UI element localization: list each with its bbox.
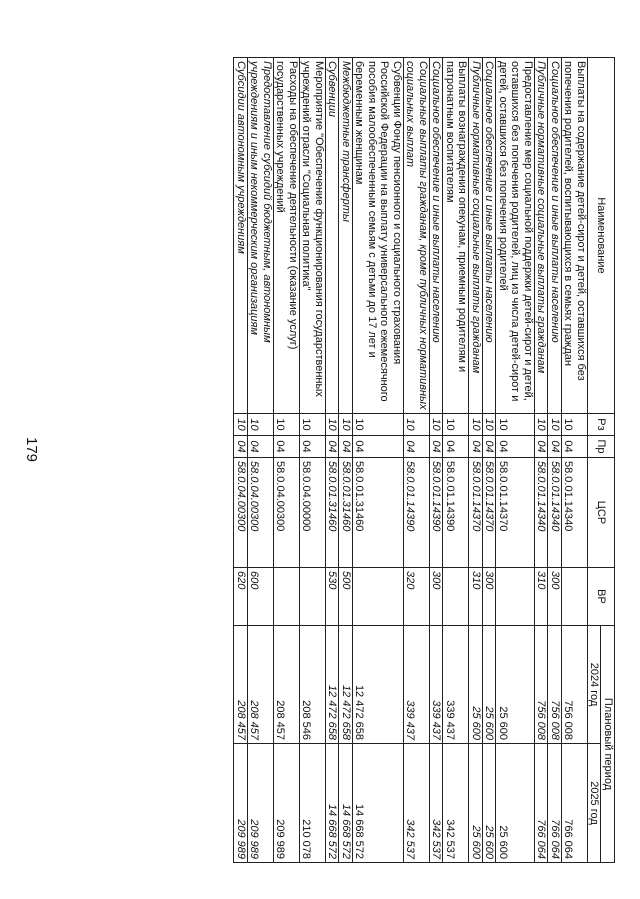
- cell-name: Выплаты вознаграждения опекунам, приемным родителям и патронатным воспитателям: [443, 58, 469, 414]
- cell-vr: 620: [234, 568, 248, 626]
- cell-csr: 58.0.01.14370: [469, 458, 483, 568]
- cell-pr: 04: [496, 436, 535, 458]
- table-row: [339, 58, 353, 863]
- cell-rz: 10: [548, 414, 562, 436]
- header-vr: ВР: [588, 568, 615, 626]
- cell-name: Предоставление мер социальной поддержки детей-сирот и детей, оставшихся без попечения родителей, лиц из числа детей-сирот и детей, оставшихся без попечения родителей: [496, 58, 535, 414]
- cell-pr: 04: [353, 436, 404, 458]
- cell-vr: 300: [430, 568, 444, 626]
- cell-name: Субсидии автономным учреждениям: [234, 58, 248, 414]
- cell-y2024: 756 008: [562, 626, 588, 744]
- cell-y2024: 25 600: [469, 626, 483, 744]
- cell-pr: 04: [274, 436, 300, 458]
- cell-y2024: 208 546: [300, 626, 326, 744]
- cell-y2025: 209 989: [234, 744, 248, 863]
- cell-csr: 58.0.04.00300: [248, 458, 274, 568]
- cell-rz: 10: [326, 414, 340, 436]
- header-name: Наименование: [588, 58, 615, 414]
- table-row: [326, 58, 340, 863]
- cell-y2025: 342 537: [430, 744, 444, 863]
- cell-pr: 04: [548, 436, 562, 458]
- cell-y2024: 208 457: [248, 626, 274, 744]
- cell-y2024: 339 437: [404, 626, 430, 744]
- table-row: [548, 58, 562, 863]
- cell-rz: 10: [353, 414, 404, 436]
- cell-name: Межбюджетные трансферты: [339, 58, 353, 414]
- cell-name: Социальное обеспечение и иные выплаты населению: [430, 58, 444, 414]
- cell-name: Социальное обеспечение и иные выплаты населению: [548, 58, 562, 414]
- cell-y2025: 342 537: [404, 744, 430, 863]
- cell-csr: 58.0.01.14340: [562, 458, 588, 568]
- cell-vr: 500: [339, 568, 353, 626]
- cell-y2024: 12 472 658: [326, 626, 340, 744]
- table-row: [496, 58, 535, 863]
- cell-y2025: 14 668 572: [326, 744, 340, 863]
- cell-vr: 320: [404, 568, 430, 626]
- budget-table: [234, 57, 616, 863]
- cell-vr: [562, 568, 588, 626]
- cell-csr: 58.0.01.31460: [353, 458, 404, 568]
- cell-y2025: 210 078: [300, 744, 326, 863]
- cell-y2024: 208 457: [274, 626, 300, 744]
- table-row: [483, 58, 497, 863]
- cell-y2025: 25 600: [483, 744, 497, 863]
- cell-name: Предоставление субсидий бюджетным, автономным учреждениям и иным некоммерческим организациям: [248, 58, 274, 414]
- cell-vr: 300: [548, 568, 562, 626]
- table-row: [300, 58, 326, 863]
- table-row: [353, 58, 404, 863]
- cell-pr: 04: [535, 436, 549, 458]
- page-number: 179: [23, 437, 40, 463]
- cell-csr: 58.0.01.14370: [483, 458, 497, 568]
- cell-vr: [353, 568, 404, 626]
- cell-rz: 10: [404, 414, 430, 436]
- header-2024: 2024 год: [588, 626, 602, 744]
- cell-y2025: 25 600: [496, 744, 535, 863]
- cell-rz: 10: [274, 414, 300, 436]
- cell-y2024: 25 600: [483, 626, 497, 744]
- cell-name: Субвенции Фонду пенсионного и социального страхования Российской Федерации на выплату универсального ежемесячного пособия малообеспеченным семьям с детьми до 17 лет и беременным женщинам: [353, 58, 404, 414]
- cell-rz: 10: [562, 414, 588, 436]
- cell-y2025: 342 537: [443, 744, 469, 863]
- cell-csr: 58.0.04.00000: [300, 458, 326, 568]
- cell-y2025: 25 600: [469, 744, 483, 863]
- table-row: [469, 58, 483, 863]
- cell-vr: 600: [248, 568, 274, 626]
- cell-vr: [496, 568, 535, 626]
- cell-y2024: 756 008: [535, 626, 549, 744]
- table-row: [248, 58, 274, 863]
- cell-pr: 04: [326, 436, 340, 458]
- cell-rz: 10: [469, 414, 483, 436]
- cell-csr: 58.0.01.14390: [443, 458, 469, 568]
- table-row: [430, 58, 444, 863]
- header-row-1: [601, 58, 615, 863]
- cell-rz: 10: [339, 414, 353, 436]
- cell-y2024: 339 437: [430, 626, 444, 744]
- cell-y2024: 25 600: [496, 626, 535, 744]
- table-body: [234, 58, 588, 863]
- cell-pr: 04: [404, 436, 430, 458]
- cell-csr: 58.0.01.14340: [535, 458, 549, 568]
- cell-vr: 530: [326, 568, 340, 626]
- cell-csr: 58.0.01.14370: [496, 458, 535, 568]
- cell-pr: 04: [234, 436, 248, 458]
- cell-csr: 58.0.04.00300: [234, 458, 248, 568]
- cell-y2025: 766 064: [562, 744, 588, 863]
- cell-vr: [443, 568, 469, 626]
- cell-rz: 10: [248, 414, 274, 436]
- cell-pr: 04: [248, 436, 274, 458]
- cell-pr: 04: [430, 436, 444, 458]
- table-row: [404, 58, 430, 863]
- cell-rz: 10: [496, 414, 535, 436]
- cell-csr: 58.0.01.31460: [339, 458, 353, 568]
- cell-vr: [300, 568, 326, 626]
- cell-y2025: 766 064: [548, 744, 562, 863]
- cell-rz: 10: [430, 414, 444, 436]
- cell-y2025: 14 668 572: [353, 744, 404, 863]
- cell-pr: 04: [469, 436, 483, 458]
- cell-rz: 10: [535, 414, 549, 436]
- cell-name: Выплаты на содержание детей-сирот и детей, оставшихся без попечения родителей, воспитывающихся в семьях граждан: [562, 58, 588, 414]
- cell-y2025: 209 989: [248, 744, 274, 863]
- cell-name: Публичные нормативные социальные выплаты гражданам: [535, 58, 549, 414]
- cell-csr: 58.0.01.14340: [548, 458, 562, 568]
- cell-name: Мероприятие "Обеспечение функционирования государственных учреждений отрасли "Социальная политика": [300, 58, 326, 414]
- cell-rz: 10: [443, 414, 469, 436]
- cell-csr: 58.0.04.00300: [274, 458, 300, 568]
- cell-name: Социальные выплаты гражданам, кроме публичных нормативных социальных выплат: [404, 58, 430, 414]
- cell-pr: 04: [562, 436, 588, 458]
- cell-y2024: 339 437: [443, 626, 469, 744]
- cell-csr: 58.0.01.14390: [404, 458, 430, 568]
- table-row: [234, 58, 248, 863]
- cell-pr: 04: [300, 436, 326, 458]
- table-row: [274, 58, 300, 863]
- header-csr: ЦСР: [588, 458, 615, 568]
- cell-name: Социальное обеспечение и иные выплаты населению: [483, 58, 497, 414]
- table-row: [562, 58, 588, 863]
- cell-vr: 310: [535, 568, 549, 626]
- cell-y2024: 12 472 658: [353, 626, 404, 744]
- cell-y2025: 766 064: [535, 744, 549, 863]
- cell-y2025: 209 989: [274, 744, 300, 863]
- cell-y2025: 14 668 572: [339, 744, 353, 863]
- cell-vr: 310: [469, 568, 483, 626]
- table-row: [535, 58, 549, 863]
- table-row: [443, 58, 469, 863]
- cell-csr: 58.0.01.31460: [326, 458, 340, 568]
- cell-csr: 58.0.01.14390: [430, 458, 444, 568]
- cell-y2024: 208 457: [234, 626, 248, 744]
- cell-name: Публичные нормативные социальные выплаты гражданам: [469, 58, 483, 414]
- cell-rz: 10: [483, 414, 497, 436]
- cell-rz: 10: [300, 414, 326, 436]
- cell-name: Субвенции: [326, 58, 340, 414]
- cell-pr: 04: [339, 436, 353, 458]
- header-plan-period: Плановый период: [601, 626, 615, 863]
- cell-rz: 10: [234, 414, 248, 436]
- cell-name: Расходы на обеспечение деятельности (оказание услуг) государственных учреждений: [274, 58, 300, 414]
- header-pr: Пр: [588, 436, 615, 458]
- cell-vr: 300: [483, 568, 497, 626]
- cell-vr: [274, 568, 300, 626]
- cell-y2024: 756 008: [548, 626, 562, 744]
- cell-pr: 04: [443, 436, 469, 458]
- cell-y2024: 12 472 658: [339, 626, 353, 744]
- header-2025: 2025 год: [588, 744, 602, 863]
- cell-pr: 04: [483, 436, 497, 458]
- rotated-page: [100, 57, 615, 862]
- header-rz: Рз: [588, 414, 615, 436]
